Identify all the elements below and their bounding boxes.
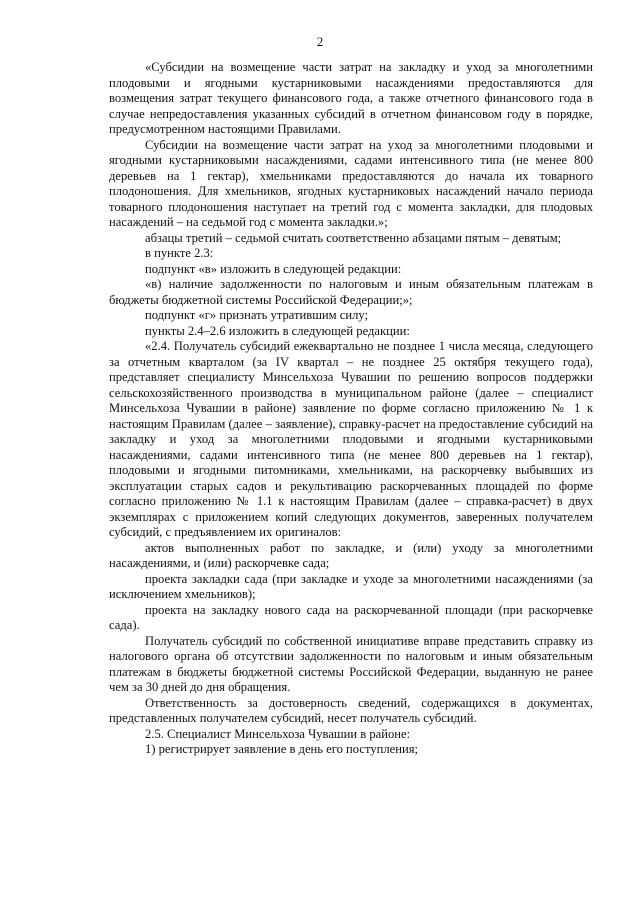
paragraph: Субсидии на возмещение части затрат на уход за многолетними плодовыми и ягодными кустарниковыми насаждениями, садами интенсивного типа (не менее 800 деревьев на 1 гектар), хмельниками предоставляются до начала их товарного плодоношения. Для хмельников, ягодных кустарниковых насаждений начало периода товарного плодоношения наступает на третий год с момента закладки, для плодовых насаждений – на седьмой год с момента закладки.»; (109, 137, 593, 229)
document-body (109, 60, 593, 758)
paragraph: «в) наличие задолженности по налоговым и иным обязательным платежам в бюджеты бюджетной системы Российской Федерации;»; (109, 277, 593, 307)
paragraph: 1) регистрирует заявление в день его поступления; (145, 742, 419, 756)
paragraph: 2.5. Специалист Минсельхоза Чувашии в районе: (145, 726, 411, 741)
paragraph: «Субсидии на возмещение части затрат на закладку и уход за многолетними плодовыми и ягодными кустарниковыми насаждениями предоставляются для возмещения затрат текущего финансового года, а также отчетного финансового года в случае непредоставления указанных субсидий в отчетном финансовом году в порядке, предусмотренном настоящими Правилами. (109, 60, 593, 136)
page-number: 2 (316, 34, 324, 49)
paragraph: в пункте 2.3: (145, 246, 214, 260)
paragraph: абзацы третий – седьмой считать соответственно абзацами пятым – девятым; (145, 230, 562, 245)
paragraph: проекта закладки сада (при закладке и уходе за многолетними насаждениями (за исключением хмельников); (109, 571, 593, 601)
paragraph: Ответственность за достоверность сведений, содержащихся в документах, представленных получателем субсидий, несет получатель субсидий. (109, 695, 593, 725)
paragraph: подпункт «г» признать утратившим силу; (145, 308, 369, 322)
paragraph: пункты 2.4–2.6 изложить в следующей редакции: (145, 323, 410, 338)
paragraph: актов выполненных работ по закладке, и (или) уходу за многолетними насаждениями, и (или) раскорчевке сада; (109, 540, 593, 570)
paragraph: подпункт «в» изложить в следующей редакции: (145, 261, 402, 276)
paragraph: Получатель субсидий по собственной инициативе вправе представить справку из налогового органа об отсутствии задолженности по налоговым и иным обязательным платежам в бюджеты бюджетной системы Российской Федерации, выданную не ранее чем за 30 дней до дня обращения. (109, 633, 593, 694)
paragraph: «2.4. Получатель субсидий ежеквартально не позднее 1 числа месяца, следующего за отчетным кварталом (за IV квартал – не позднее 25 октября текущего года), представляет специалисту Минсельхоза Чувашии по решению вопросов поддержки сельскохозяйственного производства в муниципальном районе (далее – специалист Минсельхоза Чувашии в районе) заявление по форме согласно приложению № 1 к настоящим Правилам (далее – заявление), справку-расчет на предоставление субсидий на закладку и уход за многолетними плодовыми и ягодными кустарниковыми насаждениями, садами интенсивного типа (не менее 800 деревьев на 1 гектар), плодовыми и ягодными питомниками, хмельниками, на раскорчевку выбывших из эксплуатации старых садов и рекультивацию раскорчеванных площадей по форме согласно приложению № 1.1 к настоящим Правилам (далее – справка-расчет) в двух экземплярах с приложением копий следующих документов, заверенных получателем субсидий, с предъявлением их оригиналов: (109, 339, 593, 539)
paragraph: проекта на закладку нового сада на раскорчеванной площади (при раскорчевке сада). (109, 602, 593, 632)
